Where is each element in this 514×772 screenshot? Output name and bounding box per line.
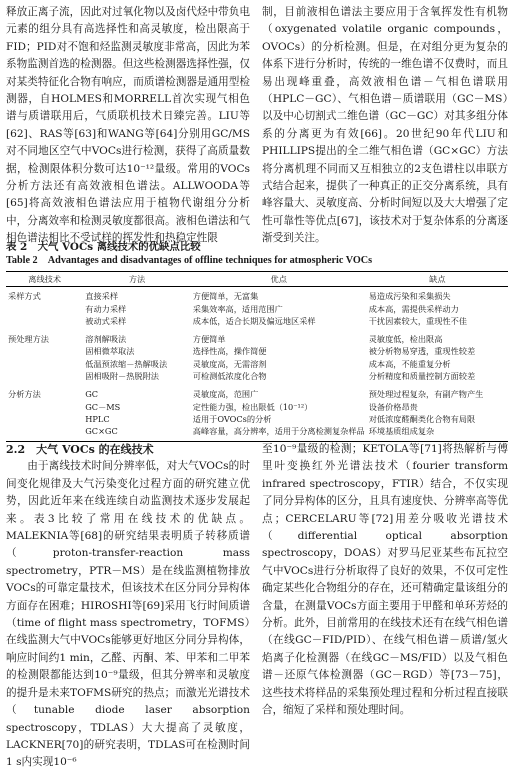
table-row [6,315,508,330]
technique-cell: 预处理方法 [8,334,49,345]
technique-cell: 分析方法 [8,389,41,400]
header-cell: 离线技术 [6,272,83,287]
paragraph: 至10⁻⁹量级的检测；KETOLA等[71]将热解析与傅里叶变换红外光谱法技术（fourier transform infrared spectroscopy，FTIR）结合，不仅实现了同分异构体的区分，且具有速度快、分辨率高等优点；CERCELARU等[72]用差分吸收光谱技术（differential optical absorption spectroscopy，DOAS）对罗马尼亚某些布瓦拉空气中VOCs进行分析取得了良好的效果，不仅可定性确定某些化合物组分的存在，还可精确定量该组分的含量，在测量VOCs方面主要用于甲醛和单环芳烃的分析。此外，目前常用的在线技术还有在线气相色谱（在线GC－FID/PID）、在线气相色谱－质谱/氢火焰离子化检测器（在线GC－MS/FID）以及气相色谱－还原气体检测器（GC－RGD）等[73－75]，这些技术将样品的采集预处理过程和分析过程直接联合，缩短了采样和预处理时间。 [262,443,508,717]
technique-cell [6,425,83,441]
advantage-cell: 可检测低浓度化合物 [192,371,267,382]
text-column-top-left [6,4,250,248]
method-cell: 直接采样 [85,291,119,302]
disadvantage-cell: 成本高，不能重复分析 [368,358,451,369]
technique-cell [6,303,83,315]
disadvantage-cell: 被分析物易穿透，重现性较差 [368,346,476,357]
comparison-table [6,271,508,442]
paragraph: 释放正离子流，因此对过氧化物以及卤代烃中带负电元素的组分具有高选择性和高灵敏度，检出限高于FID；PID对不饱和烃监测灵敏度非常高，因此为苯系物监测首选的检测器。但这些检测器选择性强，仅对某类特征化合物有响应，而质谱检测器是通用型检测器，自HOLMES和MORRELL首次实现气相色谱与质谱联用后，气质联机技术日臻完善。LIU等[62]、RAS等[63]和WANG等[64]分别用GC/MS对不同地区空气中VOCs进行检测，获得了高质量数据，检测限体积分数可达10⁻¹²量级。常用的VOCs分析方法还有高效液相色谱法。ALLWOODA等[65]将高效液相色谱法应用于植物代谢组分分析中，分离效率和检测灵敏度都很高。液相色谱法和气相色谱法相比不受试样的挥发性和热稳定性限 [6,6,250,245]
table-row [6,425,508,441]
paragraph: 由于离线技术时间分辨率低，对大气VOCs的时间变化规律及大气污染变化过程方面的研究建立优势，因此近年来在线连续自动监测技术逐步发展起来。表3比较了常用在线技术的优缺点。MALEKNIA等[68]的研究结果表明质子转移质谱（proton-transfer-reaction mass spectrometry，PTR－MS）是在线监测植物排放VOCs的可靠定量技术，但该技术在区分同分异构体方面存在困难；HIROSHI等[69]采用飞行时间质谱（time of flight mass spectrometry，TOFMS）在线监测大气中VOCs能够更好地区分同分异构体，响应时间约1 min，乙醛、丙酮、苯、甲苯和二甲苯的检测限都能达到10⁻⁹量级，但其分辨率和灵敏度的提升是未来TOFMS研究的热点；而激光光谱技术（tunable diode laser absorption spectroscopy，TDLAS）大大提高了灵敏度，LACKNER[70]的研究表明，TDLAS可在检测时间1 s内实现10⁻⁶ [6,460,250,769]
technique-cell [6,315,83,330]
method-cell: HPLC [85,413,110,424]
table-header-row [6,272,508,287]
table-row [6,401,508,413]
disadvantage-cell: 成本高，需提供采样动力 [368,303,459,314]
header-cell: 优点 [191,272,367,287]
table-row [6,345,508,357]
table-row [6,287,508,303]
technique-cell [6,370,83,385]
advantage-cell: 方便简单，无富集 [192,291,259,302]
table-caption-en: Table 2 Advantages and disadvantages of offline techniques for atmospheric VOCs [6,255,373,266]
advantage-cell: 采集效率高，适用范围广 [192,303,283,314]
disadvantage-cell: 对低浓度醛酮类化合物有局限 [368,413,476,424]
technique-cell: 采样方式 [8,291,41,302]
text-column-bottom-left [6,441,250,772]
header-cell: 缺点 [367,272,508,287]
method-cell: GC [85,389,99,400]
advantage-cell: 方便简单 [192,334,226,345]
method-cell: 低温预浓缩－热解吸法 [85,358,168,369]
table-row [6,385,508,400]
table-row [6,303,508,315]
method-cell: GC－MS [85,401,121,412]
disadvantage-cell: 分析精度和质量控制方面较差 [368,371,476,382]
method-cell: 有动力采样 [85,303,127,314]
text-column-bottom-right [262,441,508,720]
disadvantage-cell: 预处理过程复杂，有副产物产生 [368,389,484,400]
advantage-cell: 定性能力强，检出限低（10⁻¹²） [192,401,313,412]
table-2 [6,240,508,442]
table-row [6,330,508,345]
advantage-cell: 灵敏度高，无需溶剂 [192,358,267,369]
disadvantage-cell: 干扰因素较大，重现性不佳 [368,315,467,326]
disadvantage-cell: 灵敏度低，检出限高 [368,334,443,345]
method-cell: 固相吸附－热脱附法 [85,371,159,382]
method-cell: 溶剂解吸法 [85,334,127,345]
paragraph: 制，目前液相色谱法主要应用于含氧挥发性有机物（oxygenated volatile organic compounds，OVOCs）的分析检测。但是，在对组分更为复杂的体系下进行分析时，传统的一维色谱不仅费时，而且易出现峰重叠，高效液相色谱－气相色谱联用（HPLC－GC）、气相色谱－质谱联用（GC－MS）以及中心切割式二维色谱（GC－GC）对其多组分体系的分离更为有效[66]。20世纪90年代LIU和PHILLIPS提出的全二维气相色谱（GC×GC）方法将分离机理不同而又互相独立的2支色谱柱以串联方式结合起来，提供了一种真正的正交分离系统，具有峰容量大、灵敏度高、分析时间短以及大大增强了定性可靠性等优点[67]，该技术对于复杂体系的分离逐渐受到关注。 [262,6,508,245]
technique-cell [6,401,83,413]
table-row [6,413,508,425]
advantage-cell: 适用于OVOCs的分析 [192,413,272,424]
method-cell: 固相微萃取法 [85,346,135,357]
table-body [6,287,508,441]
table-row [6,358,508,370]
advantage-cell: 灵敏度高，范围广 [192,389,259,400]
disadvantage-cell: 设备价格昂贵 [368,401,418,412]
technique-cell [6,345,83,357]
disadvantage-cell: 环境基质组成复杂 [367,425,508,441]
method-cell: 被动式采样 [85,315,127,326]
method-cell: GC×GC [83,425,190,441]
technique-cell [6,413,83,425]
header-cell: 方法 [83,272,190,287]
advantage-cell: 选择性高，操作简便 [192,346,267,357]
table-caption-cn: 表 2 大气 VOCs 离线技术的优缺点比较 [6,241,201,253]
text-column-top-right [262,4,508,248]
section-heading: 2.2 大气 VOCs 的在线技术 [6,443,154,456]
advantage-cell: 高峰容量，高分辨率，适用于分离检测复杂样品 [191,425,367,441]
table-row [6,370,508,385]
technique-cell [6,358,83,370]
disadvantage-cell: 易造成污染和采集损失 [368,291,451,302]
advantage-cell: 成本低，适合长期及偏远地区采样 [192,315,316,326]
